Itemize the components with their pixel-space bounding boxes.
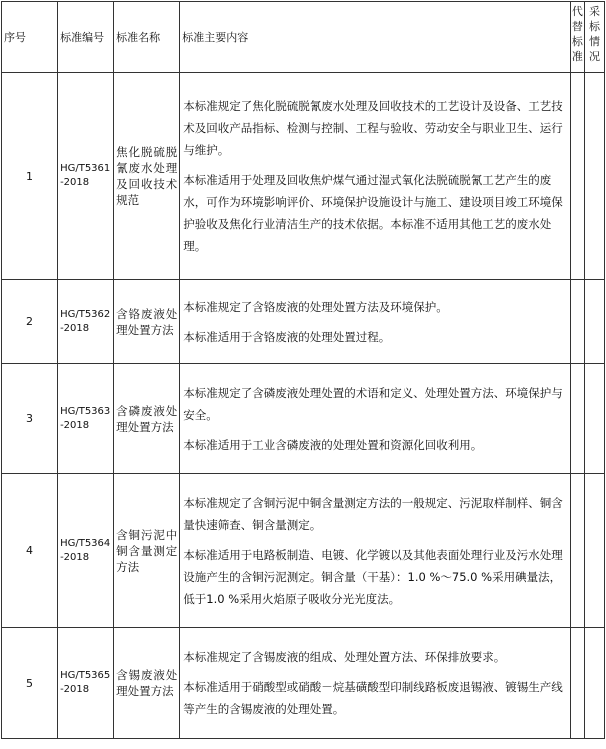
content-applicability: 本标准适用于工业含磷废液的处理处置和资源化回收利用。 xyxy=(183,437,483,452)
content-scope: 本标准规定了焦化脱硫脱氰废水处理及回收技术的工艺设计及设备、工艺技术及回收产品指标、检测与控制、工程与验收、劳动安全与职业卫生、运行与维护。 xyxy=(183,99,563,157)
header-no: 序号 xyxy=(2,2,58,73)
standard-code: HG/T5364-2018 xyxy=(58,474,114,628)
content-scope: 本标准规定了含磷废液处理处置的术语和定义、处理处置方法、环境保护与安全。 xyxy=(183,385,563,422)
header-row xyxy=(2,2,605,73)
table-row xyxy=(2,73,605,280)
standard-code: HG/T5361-2018 xyxy=(58,73,114,280)
content-scope: 本标准规定了含锡废液的组成、处理处置方法、环保排放要求。 xyxy=(183,650,506,664)
row-no: 1 xyxy=(2,73,58,280)
standard-content xyxy=(180,474,571,628)
header-adoption-status: 采标情况 xyxy=(584,2,604,73)
content-applicability: 本标准适用于硝酸型或硝酸－烷基磺酸型印制线路板废退锡液、镀锡生产线等产生的含锡废液的处理处置。 xyxy=(183,680,563,716)
replaced-standard-cell xyxy=(570,73,584,280)
table-row xyxy=(2,364,605,474)
header-code: 标准编号 xyxy=(58,2,114,73)
standard-code: HG/T5363-2018 xyxy=(58,364,114,474)
header-content: 标准主要内容 xyxy=(180,2,571,73)
table-row xyxy=(2,628,605,739)
row-no: 4 xyxy=(2,474,58,628)
adoption-status-cell xyxy=(584,280,604,364)
standard-content xyxy=(180,364,571,474)
standard-code: HG/T5362-2018 xyxy=(58,280,114,364)
standard-content xyxy=(180,280,571,364)
content-scope: 本标准规定了含铜污泥中铜含量测定方法的一般规定、污泥取样制样、铜含量快速筛查、铜含量测定。 xyxy=(183,495,563,532)
adoption-status-cell xyxy=(584,73,604,280)
adoption-status-cell xyxy=(584,364,604,474)
header-name: 标准名称 xyxy=(114,2,180,73)
replaced-standard-cell xyxy=(570,474,584,628)
row-no: 3 xyxy=(2,364,58,474)
header-replaced-standard: 代替标准 xyxy=(570,2,584,73)
standard-name: 含铜污泥中铜含量测定方法 xyxy=(114,474,180,628)
table-row xyxy=(2,280,605,364)
content-applicability: 本标准适用于含铬废液的处理处置过程。 xyxy=(183,329,391,344)
standard-code: HG/T5365-2018 xyxy=(58,628,114,739)
standards-table xyxy=(1,1,605,739)
standard-name: 含磷废液处理处置方法 xyxy=(114,364,180,474)
content-applicability: 本标准适用于电路板制造、电镀、化学镀以及其他表面处理行业及污水处理设施产生的含铜污泥测定。铜含量（干基）：1.0 %～75.0 %采用碘量法，低于1.0 %采用火焰原子吸收分光光度法。 xyxy=(183,547,563,606)
standard-name: 含铬废液处理处置方法 xyxy=(114,280,180,364)
replaced-standard-cell xyxy=(570,628,584,739)
content-applicability: 本标准适用于处理及回收焦炉煤气通过湿式氧化法脱硫脱氰工艺产生的废水，可作为环境影响评价、环境保护设施设计与施工、建设项目竣工环境保护验收及焦化行业清洁生产的技术依据。本标准不适用其他工艺的废水处理。 xyxy=(183,173,563,253)
standard-content xyxy=(180,73,571,280)
adoption-status-cell xyxy=(584,474,604,628)
adoption-status-cell xyxy=(584,628,604,739)
replaced-standard-cell xyxy=(570,280,584,364)
replaced-standard-cell xyxy=(570,364,584,474)
standard-name: 焦化脱硫脱氰废水处理及回收技术规范 xyxy=(114,73,180,280)
row-no: 5 xyxy=(2,628,58,739)
table-row xyxy=(2,474,605,628)
standard-name: 含锡废液处理处置方法 xyxy=(114,628,180,739)
content-scope: 本标准规定了含铬废液的处理处置方法及环境保护。 xyxy=(183,299,448,314)
standard-content xyxy=(180,628,571,739)
row-no: 2 xyxy=(2,280,58,364)
